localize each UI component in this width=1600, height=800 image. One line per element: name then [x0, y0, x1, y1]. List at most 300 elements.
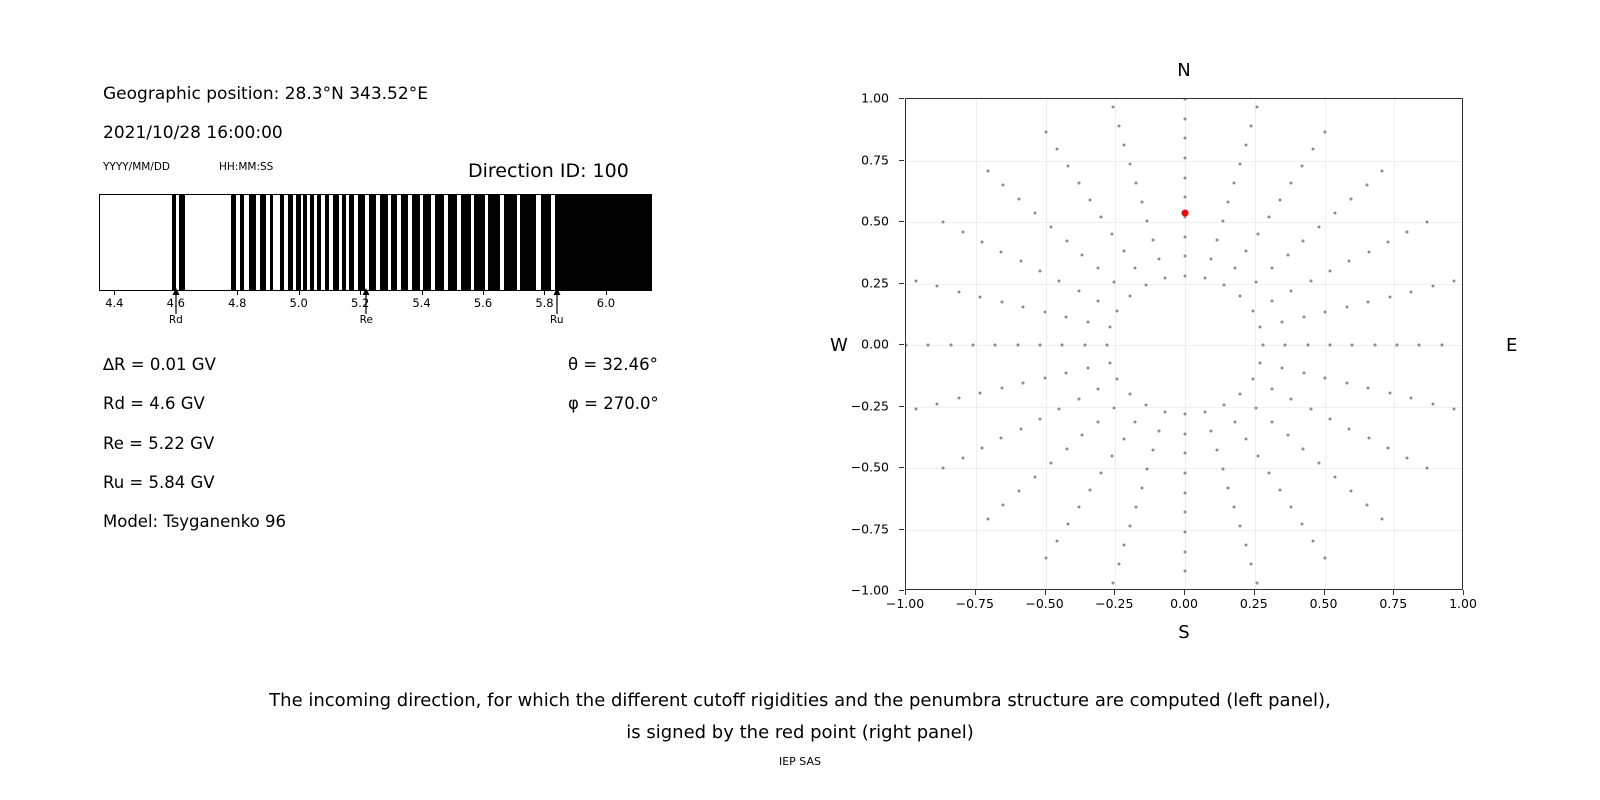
direction-point	[1044, 557, 1047, 560]
direction-point	[1022, 305, 1025, 308]
direction-point	[1133, 267, 1136, 270]
direction-point	[1418, 344, 1421, 347]
direction-point	[1238, 524, 1241, 527]
direction-point	[1221, 220, 1224, 223]
direction-point	[1133, 420, 1136, 423]
direction-point	[1038, 344, 1041, 347]
stat-theta: θ = 32.46°	[568, 355, 658, 374]
x-tick-mark	[1393, 590, 1394, 595]
compass-east-label: E	[1506, 335, 1518, 356]
gridline-vertical	[1115, 99, 1116, 589]
direction-point	[979, 392, 982, 395]
direction-point	[1351, 344, 1354, 347]
direction-point	[1111, 581, 1114, 584]
direction-point	[1328, 417, 1331, 420]
datetime-text: 2021/10/28 16:00:00	[103, 123, 283, 143]
y-tick-mark	[899, 467, 904, 468]
caption-line-2: is signed by the red point (right panel)	[626, 722, 974, 743]
stat-phi: φ = 270.0°	[568, 394, 659, 413]
direction-point	[1097, 267, 1100, 270]
direction-point	[1108, 361, 1111, 364]
direction-point	[1250, 125, 1253, 128]
penumbra-tick	[483, 291, 484, 295]
direction-point	[979, 295, 982, 298]
direction-point	[1000, 437, 1003, 440]
compass-south-label: S	[1178, 622, 1190, 643]
direction-point	[1215, 239, 1218, 242]
gridline-horizontal	[906, 222, 1462, 223]
direction-point	[1134, 182, 1137, 185]
direction-point	[1100, 471, 1103, 474]
y-tick-mark	[899, 590, 904, 591]
direction-point	[1129, 163, 1132, 166]
penumbra-tick	[237, 291, 238, 295]
direction-point	[1406, 230, 1409, 233]
gridline-horizontal	[906, 407, 1462, 408]
direction-point	[1081, 434, 1084, 437]
direction-point	[1367, 250, 1370, 253]
direction-point	[957, 397, 960, 400]
direction-point	[1259, 326, 1262, 329]
direction-point	[1410, 290, 1413, 293]
penumbra-band	[369, 195, 377, 290]
stat-ru: Ru = 5.84 GV	[103, 473, 215, 492]
direction-point	[1184, 275, 1187, 278]
direction-point	[1184, 235, 1187, 238]
direction-point	[1328, 270, 1331, 273]
direction-point	[1348, 260, 1351, 263]
direction-point	[1453, 407, 1456, 410]
direction-point	[1116, 309, 1119, 312]
direction-point	[1284, 344, 1287, 347]
gridline-vertical	[1185, 99, 1186, 589]
direction-point	[971, 344, 974, 347]
penumbra-band	[303, 195, 307, 290]
direction-point	[914, 280, 917, 283]
x-tick-mark	[1114, 590, 1115, 595]
penumbra-tick-label: 4.4	[105, 296, 124, 310]
direction-point	[1016, 344, 1019, 347]
direction-point	[1233, 182, 1236, 185]
y-tick-label: 0.00	[861, 336, 889, 352]
direction-point	[1184, 137, 1187, 140]
direction-point	[1365, 504, 1368, 507]
gridline-vertical	[1255, 99, 1256, 589]
y-tick-mark	[899, 160, 904, 161]
direction-point	[1158, 258, 1161, 261]
direction-point	[1256, 454, 1259, 457]
direction-point	[1333, 476, 1336, 479]
direction-point	[1431, 285, 1434, 288]
direction-point	[1223, 284, 1226, 287]
direction-point	[1116, 378, 1119, 381]
direction-point	[1245, 250, 1248, 253]
penumbra-tick-label: 5.4	[412, 296, 431, 310]
direction-point	[1184, 412, 1187, 415]
penumbra-band	[380, 195, 387, 290]
direction-point	[1259, 361, 1262, 364]
penumbra-band	[179, 195, 185, 290]
y-tick-label: −1.00	[850, 582, 889, 598]
direction-point	[1223, 403, 1226, 406]
direction-point	[1097, 299, 1100, 302]
penumbra-band	[520, 195, 536, 290]
direction-point	[1086, 366, 1089, 369]
y-tick-label: −0.25	[850, 398, 889, 413]
direction-point	[1318, 462, 1321, 465]
direction-point	[1209, 429, 1212, 432]
direction-point	[1386, 240, 1389, 243]
direction-point	[1255, 281, 1258, 284]
penumbra-band	[349, 195, 354, 290]
penumbra-marker-rd	[156, 288, 196, 326]
direction-point	[1111, 233, 1114, 236]
y-tick-mark	[899, 406, 904, 407]
direction-point	[1286, 253, 1289, 256]
direction-point	[936, 402, 939, 405]
direction-point	[1388, 295, 1391, 298]
marker-arrow-icon	[156, 288, 196, 314]
direction-point	[1373, 344, 1376, 347]
penumbra-band	[435, 195, 444, 290]
direction-point	[1301, 165, 1304, 168]
direction-point	[1278, 199, 1281, 202]
direction-point	[1267, 471, 1270, 474]
direction-id-text: Direction ID: 100	[468, 160, 629, 182]
direction-point	[1077, 182, 1080, 185]
penumbra-band	[333, 195, 339, 290]
direction-point	[942, 221, 945, 224]
direction-point	[1251, 309, 1254, 312]
marker-label: Ru	[550, 314, 564, 326]
direction-point	[1089, 488, 1092, 491]
x-tick-mark	[1254, 590, 1255, 595]
direction-point	[1122, 250, 1125, 253]
sky-map-plot	[905, 98, 1463, 590]
direction-point	[1367, 300, 1370, 303]
direction-point	[1324, 310, 1327, 313]
direction-point	[994, 344, 997, 347]
date-format-label: YYYY/MM/DD	[103, 161, 171, 173]
penumbra-band	[249, 195, 255, 290]
direction-point	[1034, 211, 1037, 214]
direction-point	[961, 230, 964, 233]
direction-point	[1453, 280, 1456, 283]
direction-point	[1018, 197, 1021, 200]
direction-point	[1431, 402, 1434, 405]
penumbra-band	[325, 195, 330, 290]
direction-point	[1309, 407, 1312, 410]
y-tick-mark	[899, 344, 904, 345]
compass-west-label: W	[830, 335, 848, 356]
x-tick-label: 0.50	[1309, 596, 1338, 611]
direction-point	[1058, 407, 1061, 410]
direction-point	[1301, 522, 1304, 525]
direction-point	[1184, 98, 1187, 101]
direction-point	[986, 170, 989, 173]
x-tick-label: −0.75	[955, 596, 994, 611]
direction-point	[1281, 366, 1284, 369]
x-tick-mark	[1184, 590, 1185, 595]
direction-point	[1286, 434, 1289, 437]
direction-point	[1144, 284, 1147, 287]
geographic-position-text: Geographic position: 28.3°N 343.52°E	[103, 84, 428, 104]
direction-point	[1100, 216, 1103, 219]
direction-point	[1146, 220, 1149, 223]
penumbra-tick-label: 5.6	[473, 296, 493, 310]
penumbra-tick-label: 5.0	[289, 296, 308, 310]
direction-point	[1081, 253, 1084, 256]
direction-point	[1239, 295, 1242, 298]
penumbra-tick-label: 5.2	[350, 296, 370, 310]
x-tick-label: −0.25	[1095, 596, 1134, 611]
direction-point	[1278, 488, 1281, 491]
direction-point	[1000, 250, 1003, 253]
direction-point	[1386, 447, 1389, 450]
direction-point	[1262, 344, 1265, 347]
direction-point	[1302, 239, 1305, 242]
direction-point	[1204, 410, 1207, 413]
direction-point	[1055, 539, 1058, 542]
left-panel	[0, 0, 720, 660]
direction-point	[1184, 471, 1187, 474]
penumbra-band	[288, 195, 293, 290]
direction-point	[1323, 130, 1326, 133]
x-tick-label: 0.00	[1170, 596, 1198, 611]
x-tick-label: 0.75	[1379, 596, 1408, 611]
direction-point	[1245, 437, 1248, 440]
direction-point	[1367, 387, 1370, 390]
direction-point	[1065, 315, 1068, 318]
y-tick-label: −0.50	[850, 459, 889, 475]
direction-point	[1043, 310, 1046, 313]
direction-point	[1083, 344, 1086, 347]
marker-label: Rd	[168, 314, 183, 326]
direction-point	[1117, 562, 1120, 565]
direction-point	[1270, 267, 1273, 270]
direction-point	[1256, 233, 1259, 236]
direction-point	[1184, 157, 1187, 160]
direction-point	[1209, 258, 1212, 261]
direction-point	[1097, 420, 1100, 423]
direction-point	[1406, 457, 1409, 460]
direction-point	[1184, 550, 1187, 553]
direction-point	[1065, 372, 1068, 375]
penumbra-band	[488, 195, 500, 290]
penumbra-band	[280, 195, 284, 290]
direction-point	[1234, 267, 1237, 270]
gridline-horizontal	[906, 284, 1462, 285]
direction-point	[1140, 486, 1143, 489]
penumbra-marker-re	[346, 288, 386, 326]
direction-point	[1117, 125, 1120, 128]
x-tick-label: 1.00	[1449, 596, 1477, 611]
direction-point	[1066, 165, 1069, 168]
direction-point	[1163, 277, 1166, 280]
marker-arrow-icon	[346, 288, 386, 314]
direction-point	[1122, 437, 1125, 440]
direction-point	[981, 447, 984, 450]
direction-point	[1345, 382, 1348, 385]
direction-point	[1077, 398, 1080, 401]
direction-point	[957, 290, 960, 293]
penumbra-band	[358, 195, 365, 290]
direction-point	[949, 344, 952, 347]
x-tick-mark	[975, 590, 976, 595]
penumbra-band	[172, 195, 176, 290]
direction-point	[1049, 225, 1052, 228]
penumbra-band	[541, 195, 551, 290]
direction-point	[1333, 211, 1336, 214]
y-tick-mark	[899, 98, 904, 99]
y-tick-mark	[899, 283, 904, 284]
direction-point	[1349, 490, 1352, 493]
caption-line-1: The incoming direction, for which the different cutoff rigidities and the penumbra structure are computed (left panel),	[269, 690, 1331, 711]
direction-point	[1270, 299, 1273, 302]
direction-point	[1227, 486, 1230, 489]
direction-point	[1065, 239, 1068, 242]
direction-point	[1002, 504, 1005, 507]
direction-point	[1128, 295, 1131, 298]
time-format-label: HH:MM:SS	[219, 161, 274, 173]
y-tick-mark	[899, 529, 904, 530]
direction-point	[1066, 522, 1069, 525]
direction-point	[1410, 397, 1413, 400]
direction-point	[1043, 377, 1046, 380]
penumbra-tick-label: 6.0	[596, 296, 616, 310]
direction-point	[1022, 382, 1025, 385]
gridline-vertical	[1325, 99, 1326, 589]
penumbra-band	[270, 195, 273, 290]
penumbra-band	[423, 195, 431, 290]
direction-point	[1146, 467, 1149, 470]
penumbra-band	[448, 195, 457, 290]
stat-re: Re = 5.22 GV	[103, 434, 215, 453]
x-tick-mark	[1463, 590, 1464, 595]
direction-point	[1065, 448, 1068, 451]
penumbra-marker-ru	[537, 288, 577, 326]
direction-point	[1221, 467, 1224, 470]
stat-model: Model: Tsyganenko 96	[103, 512, 287, 531]
figure-caption	[0, 685, 1600, 749]
direction-point	[1290, 505, 1293, 508]
direction-point	[1144, 403, 1147, 406]
direction-point	[1152, 239, 1155, 242]
direction-point	[936, 285, 939, 288]
direction-point	[1111, 106, 1114, 109]
direction-point	[1323, 557, 1326, 560]
penumbra-band	[391, 195, 397, 290]
direction-point	[1184, 570, 1187, 573]
direction-point	[1233, 505, 1236, 508]
direction-point	[1163, 410, 1166, 413]
gridline-horizontal	[906, 161, 1462, 162]
direction-point	[1000, 387, 1003, 390]
direction-point	[1112, 281, 1115, 284]
y-tick-mark	[899, 221, 904, 222]
direction-point	[1256, 106, 1259, 109]
direction-point	[1140, 201, 1143, 204]
direction-point	[1388, 392, 1391, 395]
direction-point	[1302, 315, 1305, 318]
direction-point	[1002, 183, 1005, 186]
direction-point	[1039, 270, 1042, 273]
direction-point	[1184, 491, 1187, 494]
direction-point	[1306, 344, 1309, 347]
y-tick-label: 0.75	[861, 152, 889, 167]
direction-point	[986, 517, 989, 520]
penumbra-band	[231, 195, 236, 290]
y-tick-label: 1.00	[861, 90, 889, 106]
direction-point	[1129, 524, 1132, 527]
direction-point	[1123, 543, 1126, 546]
direction-point	[927, 344, 930, 347]
x-tick-mark	[905, 590, 906, 595]
penumbra-tick-label: 4.6	[166, 296, 185, 310]
direction-point	[1463, 344, 1464, 347]
x-tick-label: −0.50	[1025, 596, 1064, 611]
direction-point	[1251, 378, 1254, 381]
direction-point	[1184, 511, 1187, 514]
direction-point	[1324, 377, 1327, 380]
direction-point	[1184, 530, 1187, 533]
direction-point	[1244, 543, 1247, 546]
penumbra-tick-label: 4.8	[228, 296, 247, 310]
direction-point	[1108, 326, 1111, 329]
direction-point	[1302, 372, 1305, 375]
gridline-horizontal	[906, 345, 1462, 346]
direction-point	[1281, 321, 1284, 324]
direction-point	[1055, 148, 1058, 151]
direction-point	[1034, 476, 1037, 479]
y-tick-label: 0.25	[861, 275, 889, 290]
right-panel	[830, 60, 1530, 643]
direction-point	[981, 240, 984, 243]
direction-point	[1019, 427, 1022, 430]
marker-arrow-icon	[537, 288, 577, 314]
direction-point	[1134, 505, 1137, 508]
footer-credit: IEP SAS	[778, 755, 822, 768]
x-tick-label: −1.00	[885, 596, 925, 611]
penumbra-band	[240, 195, 244, 290]
direction-point	[905, 344, 908, 347]
direction-point	[1381, 170, 1384, 173]
direction-point	[1425, 467, 1428, 470]
direction-point	[1227, 201, 1230, 204]
direction-point	[1077, 289, 1080, 292]
direction-point	[914, 407, 917, 410]
direction-point	[1018, 490, 1021, 493]
penumbra-tick	[606, 291, 607, 295]
direction-point	[1329, 344, 1332, 347]
direction-point	[1250, 562, 1253, 565]
selected-direction-point	[1182, 210, 1189, 217]
direction-point	[1152, 448, 1155, 451]
marker-label: Re	[359, 314, 373, 326]
direction-point	[1255, 406, 1258, 409]
direction-point	[1256, 581, 1259, 584]
direction-point	[1086, 321, 1089, 324]
penumbra-band	[310, 195, 314, 290]
direction-point	[1215, 448, 1218, 451]
direction-point	[1270, 420, 1273, 423]
direction-point	[1396, 344, 1399, 347]
direction-point	[1184, 176, 1187, 179]
direction-point	[1184, 196, 1187, 199]
direction-point	[1184, 452, 1187, 455]
direction-point	[1044, 130, 1047, 133]
penumbra-band	[461, 195, 471, 290]
